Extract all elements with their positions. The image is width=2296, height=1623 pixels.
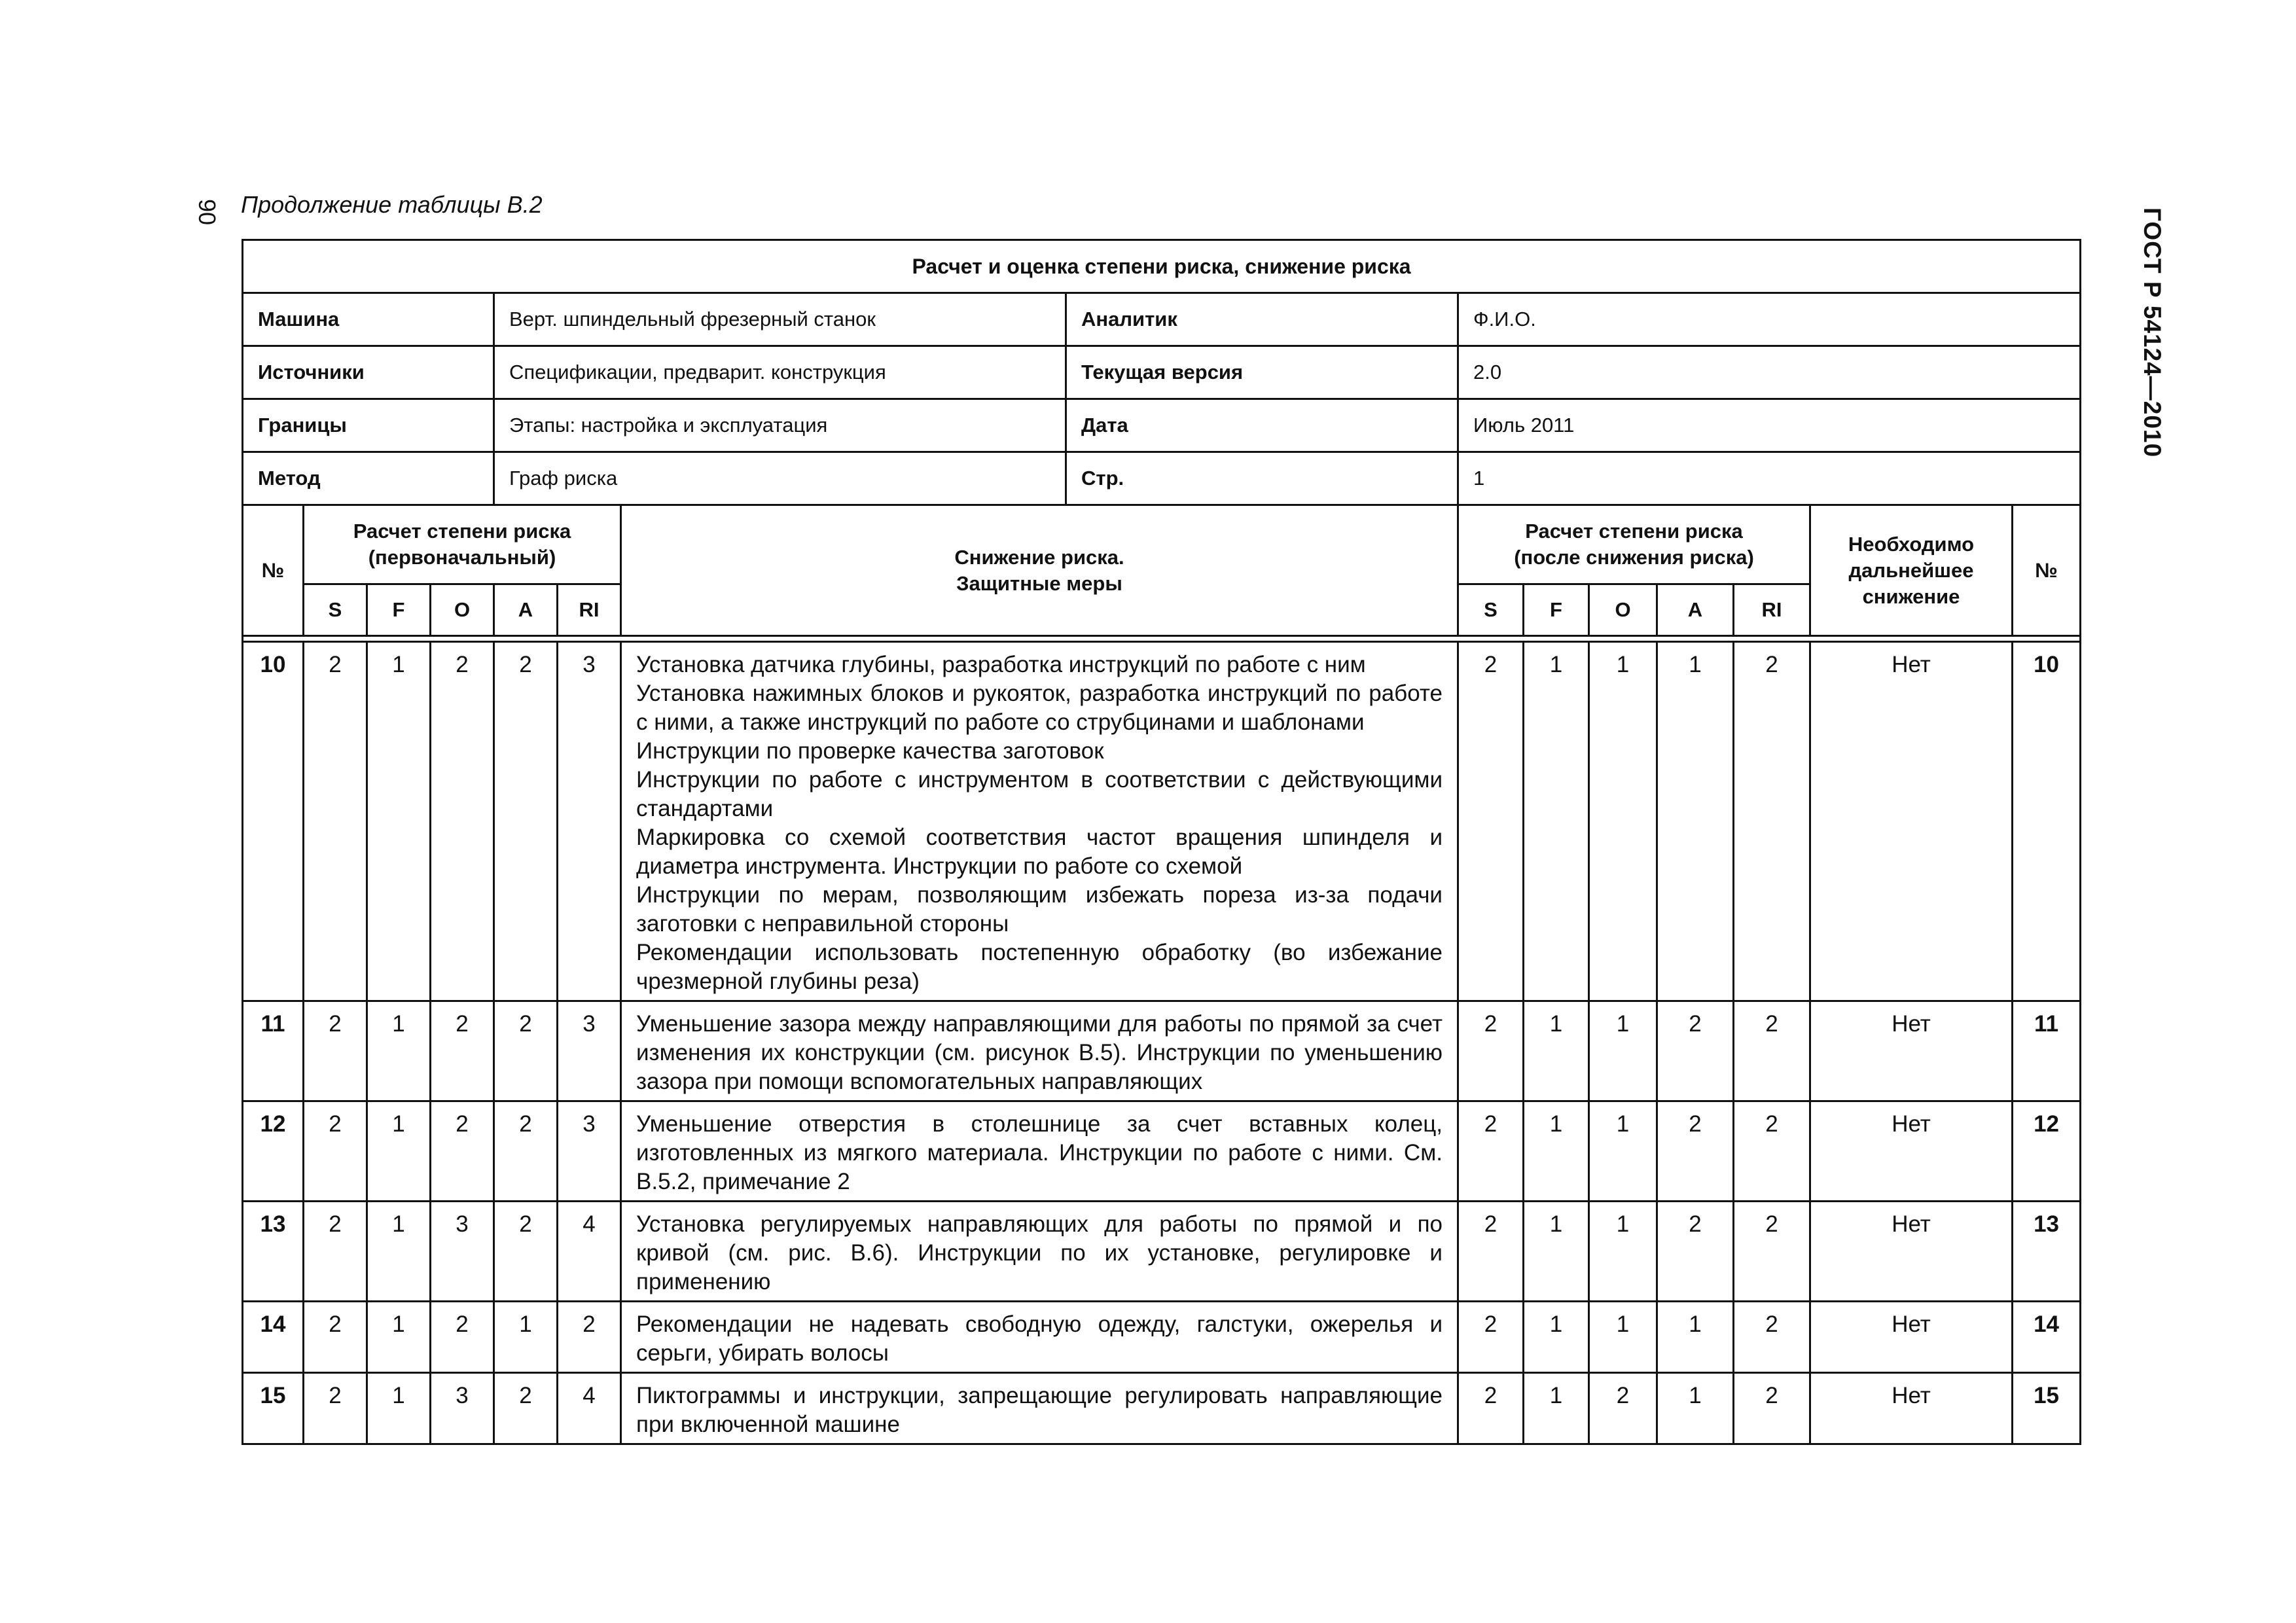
measure-text: Установка нажимных блоков и рукояток, разработка инструкций по работе с ними, а также инструкций по работе со струбцинами и шаблонами [636, 681, 1443, 735]
after-s-value: 2 [1458, 1001, 1524, 1101]
after-o-value: 1 [1589, 1302, 1657, 1373]
document-id-text: ГОСТ Р 54124—2010 [2139, 207, 2166, 458]
info-row-method [243, 452, 2081, 505]
measures-cell [621, 1373, 1458, 1444]
version-label: Текущая версия [1066, 346, 1458, 399]
info-row-limits [243, 399, 2081, 452]
analyst-label: Аналитик [1066, 293, 1458, 346]
row-number-right: 12 [2013, 1101, 2081, 1202]
table-row [243, 1373, 2081, 1444]
initial-f-value: 1 [367, 1202, 431, 1302]
after-f-value: 1 [1524, 1101, 1589, 1202]
after-ri-value: 2 [1734, 642, 1810, 1001]
initial-ri-value: 3 [558, 1101, 621, 1202]
header-double-rule [243, 636, 2081, 642]
header-after-o: O [1589, 584, 1657, 636]
initial-o-value: 2 [431, 1101, 494, 1202]
header-initial-a: A [494, 584, 558, 636]
initial-a-value: 2 [494, 1101, 558, 1202]
header-row-top [243, 505, 2081, 584]
after-f-value: 1 [1524, 642, 1589, 1001]
initial-a-value: 2 [494, 1001, 558, 1101]
header-initial-risk-line1: Расчет степени риска [353, 520, 571, 543]
page-value: 1 [1458, 452, 2081, 505]
initial-ri-value: 3 [558, 642, 621, 1001]
measure-text: Установка датчика глубины, разработка инструкций по работе с ним [636, 652, 1366, 677]
info-row-machine [243, 293, 2081, 346]
header-after-risk-line2: (после снижения риска) [1514, 546, 1754, 569]
risk-assessment-table [242, 239, 2081, 1445]
initial-a-value: 1 [494, 1302, 558, 1373]
row-number-right: 10 [2013, 642, 2081, 1001]
measure-text: Рекомендации использовать постепенную обработку (во избежание чрезмерной глубины реза) [636, 940, 1443, 994]
after-f-value: 1 [1524, 1302, 1589, 1373]
machine-value: Верт. шпиндельный фрезерный станок [494, 293, 1066, 346]
row-number: 13 [243, 1202, 304, 1302]
initial-ri-value: 4 [558, 1373, 621, 1444]
header-further-line1: Необходимо [1848, 532, 1975, 556]
after-f-value: 1 [1524, 1001, 1589, 1101]
measures-cell [621, 1302, 1458, 1373]
measure-text: Уменьшение отверстия в столешнице за счет вставных колец, изготовленных из мягкого материала. Инструкции по работе с ними. См. В.5.2, примечание 2 [636, 1111, 1443, 1194]
after-ri-value: 2 [1734, 1202, 1810, 1302]
table-title: Расчет и оценка степени риска, снижение риска [243, 240, 2081, 293]
after-o-value: 1 [1589, 642, 1657, 1001]
initial-o-value: 2 [431, 642, 494, 1001]
after-ri-value: 2 [1734, 1373, 1810, 1444]
after-f-value: 1 [1524, 1373, 1589, 1444]
initial-a-value: 2 [494, 1373, 558, 1444]
header-measures [621, 505, 1458, 636]
further-reduction-value: Нет [1810, 642, 2013, 1001]
header-after-s: S [1458, 584, 1524, 636]
initial-f-value: 1 [367, 1373, 431, 1444]
after-s-value: 2 [1458, 1101, 1524, 1202]
after-s-value: 2 [1458, 1373, 1524, 1444]
header-separator [243, 636, 2081, 642]
row-number: 11 [243, 1001, 304, 1101]
header-initial-ri: RI [558, 584, 621, 636]
header-after-risk [1458, 505, 1810, 584]
initial-o-value: 2 [431, 1302, 494, 1373]
header-initial-risk [304, 505, 621, 584]
limits-value: Этапы: настройка и эксплуатация [494, 399, 1066, 452]
limits-label: Границы [243, 399, 494, 452]
row-number: 15 [243, 1373, 304, 1444]
initial-ri-value: 2 [558, 1302, 621, 1373]
header-initial-f: F [367, 584, 431, 636]
initial-s-value: 2 [304, 1101, 367, 1202]
initial-s-value: 2 [304, 1202, 367, 1302]
page-number: 90 [194, 199, 221, 226]
page-label: Стр. [1066, 452, 1458, 505]
after-o-value: 2 [1589, 1373, 1657, 1444]
row-number: 12 [243, 1101, 304, 1202]
after-f-value: 1 [1524, 1202, 1589, 1302]
row-number: 10 [243, 642, 304, 1001]
further-reduction-value: Нет [1810, 1302, 2013, 1373]
after-s-value: 2 [1458, 1302, 1524, 1373]
date-value: Июль 2011 [1458, 399, 2081, 452]
initial-s-value: 2 [304, 1373, 367, 1444]
table-continuation-caption: Продолжение таблицы В.2 [241, 191, 543, 218]
measure-text: Установка регулируемых направляющих для работы по прямой и по кривой (см. рис. В.6). Инструкции по их установке, регулировке и применению [636, 1211, 1443, 1294]
measures-cell [621, 1101, 1458, 1202]
initial-s-value: 2 [304, 1302, 367, 1373]
after-o-value: 1 [1589, 1101, 1657, 1202]
header-further-line3: снижение [1862, 584, 1960, 608]
measure-text: Уменьшение зазора между направляющими для работы по прямой за счет изменения их конструкции (см. рисунок В.5). Инструкции по уменьшению зазора при помощи вспомогательных направляющих [636, 1011, 1443, 1094]
sources-value: Спецификации, предварит. конструкция [494, 346, 1066, 399]
initial-ri-value: 3 [558, 1001, 621, 1101]
after-o-value: 1 [1589, 1202, 1657, 1302]
header-after-a: A [1657, 584, 1734, 636]
row-number-right: 14 [2013, 1302, 2081, 1373]
date-label: Дата [1066, 399, 1458, 452]
info-row-sources [243, 346, 2081, 399]
method-label: Метод [243, 452, 494, 505]
after-a-value: 1 [1657, 1302, 1734, 1373]
method-value: Граф риска [494, 452, 1066, 505]
after-ri-value: 2 [1734, 1101, 1810, 1202]
initial-f-value: 1 [367, 642, 431, 1001]
after-a-value: 2 [1657, 1001, 1734, 1101]
document-id [2135, 195, 2169, 470]
initial-ri-value: 4 [558, 1202, 621, 1302]
row-number-right: 13 [2013, 1202, 2081, 1302]
further-reduction-value: Нет [1810, 1373, 2013, 1444]
header-initial-o: O [431, 584, 494, 636]
header-initial-s: S [304, 584, 367, 636]
initial-o-value: 2 [431, 1001, 494, 1101]
header-after-ri: RI [1734, 584, 1810, 636]
measure-text: Рекомендации не надевать свободную одежду, галстуки, ожерелья и серьги, убирать волосы [636, 1311, 1443, 1366]
row-number-right: 11 [2013, 1001, 2081, 1101]
header-after-f: F [1524, 584, 1589, 636]
further-reduction-value: Нет [1810, 1001, 2013, 1101]
after-ri-value: 2 [1734, 1302, 1810, 1373]
further-reduction-value: Нет [1810, 1202, 2013, 1302]
header-after-risk-line1: Расчет степени риска [1525, 520, 1743, 543]
version-value: 2.0 [1458, 346, 2081, 399]
header-number-right: № [2013, 505, 2081, 636]
after-s-value: 2 [1458, 1202, 1524, 1302]
after-a-value: 2 [1657, 1202, 1734, 1302]
after-s-value: 2 [1458, 642, 1524, 1001]
after-a-value: 2 [1657, 1101, 1734, 1202]
measure-text: Инструкции по мерам, позволяющим избежать пореза из-за подачи заготовки с неправильной стороны [636, 882, 1443, 936]
initial-o-value: 3 [431, 1202, 494, 1302]
measures-cell [621, 1202, 1458, 1302]
row-number: 14 [243, 1302, 304, 1373]
measure-text: Пиктограммы и инструкции, запрещающие регулировать направляющие при включенной машине [636, 1383, 1443, 1437]
initial-s-value: 2 [304, 642, 367, 1001]
header-further-reduction [1810, 505, 2013, 636]
table-row [243, 642, 2081, 1001]
measure-text: Маркировка со схемой соответствия частот вращения шпинделя и диаметра инструмента. Инструкции по работе со схемой [636, 825, 1443, 879]
initial-o-value: 3 [431, 1373, 494, 1444]
risk-rows [243, 642, 2081, 1444]
after-o-value: 1 [1589, 1001, 1657, 1101]
analyst-value: Ф.И.О. [1458, 293, 2081, 346]
initial-a-value: 2 [494, 1202, 558, 1302]
initial-f-value: 1 [367, 1302, 431, 1373]
table-row [243, 1101, 2081, 1202]
measures-cell [621, 1001, 1458, 1101]
after-ri-value: 2 [1734, 1001, 1810, 1101]
row-number-right: 15 [2013, 1373, 2081, 1444]
sources-label: Источники [243, 346, 494, 399]
measures-cell [621, 642, 1458, 1001]
table-row [243, 1202, 2081, 1302]
initial-a-value: 2 [494, 642, 558, 1001]
header-further-line2: дальнейшее [1848, 558, 1974, 582]
table-row [243, 1302, 2081, 1373]
measure-text: Инструкции по проверке качества заготовок [636, 738, 1104, 764]
header-measures-line1: Снижение риска. [954, 545, 1124, 569]
measure-text: Инструкции по работе с инструментом в соответствии с действующими стандартами [636, 767, 1443, 821]
initial-s-value: 2 [304, 1001, 367, 1101]
initial-f-value: 1 [367, 1101, 431, 1202]
table-row [243, 1001, 2081, 1101]
further-reduction-value: Нет [1810, 1101, 2013, 1202]
machine-label: Машина [243, 293, 494, 346]
header-number: № [243, 505, 304, 636]
header-initial-risk-line2: (первоначальный) [368, 546, 556, 569]
after-a-value: 1 [1657, 642, 1734, 1001]
after-a-value: 1 [1657, 1373, 1734, 1444]
header-measures-line2: Защитные меры [956, 571, 1122, 595]
initial-f-value: 1 [367, 1001, 431, 1101]
